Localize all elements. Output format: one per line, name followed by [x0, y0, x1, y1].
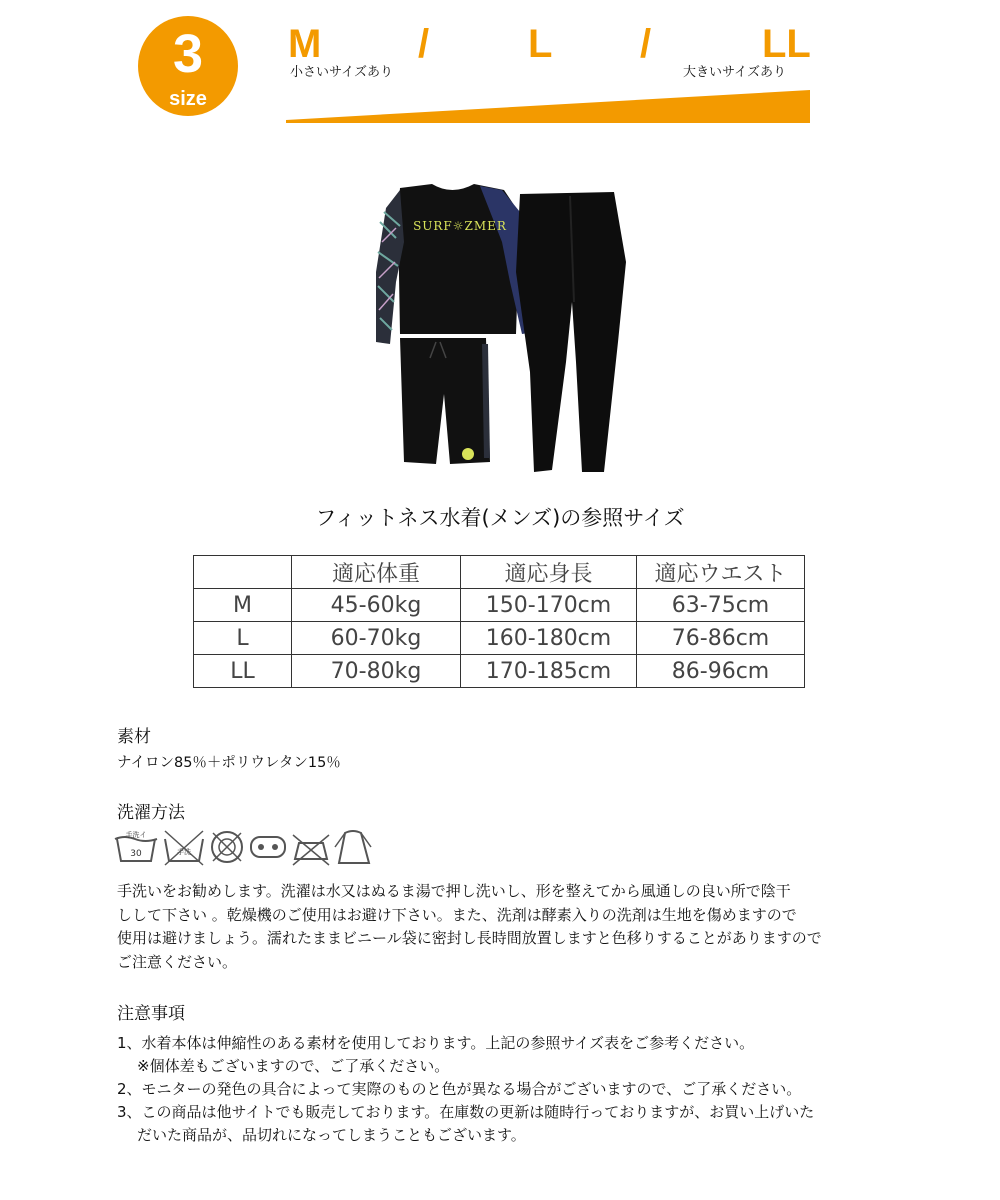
note-subitem: ※個体差もございますので、ご了承ください。 — [137, 1057, 450, 1075]
table-row — [194, 589, 805, 622]
no-tumble-dry-icon — [212, 832, 242, 862]
header-cell-empty — [194, 556, 292, 589]
size-table — [193, 555, 805, 688]
weight-cell: 45-60kg — [292, 589, 461, 622]
header-cell-weight: 適応体重 — [292, 556, 461, 589]
height-cell: 160-180cm — [461, 622, 637, 655]
size-table-header-row — [194, 556, 805, 589]
brand-print: SURF☼ZMER — [413, 219, 507, 233]
note-item: 3、この商品は他サイトでも販売しております。在庫数の更新は随時行っておりますが、お買い上げいた — [117, 1103, 815, 1121]
size-count-badge — [138, 16, 238, 116]
washing-line: しして下さい 。乾燥機のご使用はお避け下さい。また、洗剤は酵素入りの洗剤は生地を傷めますので — [117, 905, 797, 924]
size-count-unit: size — [169, 88, 207, 110]
note-continuation: だいた商品が、品切れになってしまうこともございます。 — [137, 1126, 526, 1144]
size-cell: LL — [194, 655, 292, 688]
svg-text:30: 30 — [130, 849, 142, 859]
size-separator: / — [640, 22, 652, 66]
weight-cell: 70-80kg — [292, 655, 461, 688]
no-iron-icon — [293, 835, 329, 865]
notes-heading: 注意事項 — [117, 1004, 185, 1024]
size-ll-label: LL — [762, 22, 811, 66]
size-separator: / — [418, 22, 430, 66]
washing-heading: 洗濯方法 — [117, 803, 185, 823]
material-heading: 素材 — [117, 727, 151, 747]
washing-line: ご注意ください。 — [117, 952, 238, 971]
header-cell-height: 適応身長 — [461, 556, 637, 589]
size-l-label: L — [528, 22, 553, 66]
hang-dry-icon — [335, 831, 371, 863]
washing-line: 手洗いをお勧めします。洗濯は水又はぬるま湯で押し洗いし、形を整えてから風通しの良い所で陰干 — [117, 882, 791, 900]
svg-text:手洗イ: 手洗イ — [125, 831, 147, 839]
height-cell: 150-170cm — [461, 589, 637, 622]
washing-instructions — [117, 880, 897, 974]
hand-wash-30-icon — [115, 830, 157, 861]
height-cell: 170-185cm — [461, 655, 637, 688]
no-wring-icon — [165, 831, 203, 865]
no-bleach-icon — [251, 837, 285, 857]
small-size-note: 小さいサイズあり — [290, 65, 393, 80]
table-row — [194, 655, 805, 688]
note-item: 1、水着本体は伸縮性のある素材を使用しております。上記の参照サイズ表をご参考ください。 — [117, 1034, 755, 1052]
swimwear-set-image — [370, 182, 640, 478]
care-symbols — [113, 827, 375, 867]
waist-cell: 86-96cm — [637, 655, 805, 688]
size-count-number: 3 — [172, 24, 204, 84]
waist-cell: 63-75cm — [637, 589, 805, 622]
weight-cell: 60-70kg — [292, 622, 461, 655]
table-row — [194, 622, 805, 655]
size-cell: L — [194, 622, 292, 655]
washing-line: 使用は避けましょう。濡れたままビニール袋に密封し長時間放置しますと色移りすることがありますので — [117, 929, 822, 947]
size-cell: M — [194, 589, 292, 622]
note-item: 2、モニターの発色の具合によって実際のものと色が異なる場合がございますので、ご了承ください。 — [117, 1080, 802, 1098]
notes-list — [117, 1032, 907, 1147]
accent-wedge — [286, 90, 810, 126]
material-value: ナイロン85％＋ポリウレタン15％ — [117, 755, 341, 771]
svg-text:手洗: 手洗 — [177, 848, 191, 856]
size-table-title: フィットネス水着(メンズ)の参照サイズ — [315, 506, 685, 530]
large-size-note: 大きいサイズあり — [683, 65, 786, 80]
waist-cell: 76-86cm — [637, 622, 805, 655]
size-m-label: M — [288, 22, 322, 66]
header-cell-waist: 適応ウエスト — [637, 556, 805, 589]
